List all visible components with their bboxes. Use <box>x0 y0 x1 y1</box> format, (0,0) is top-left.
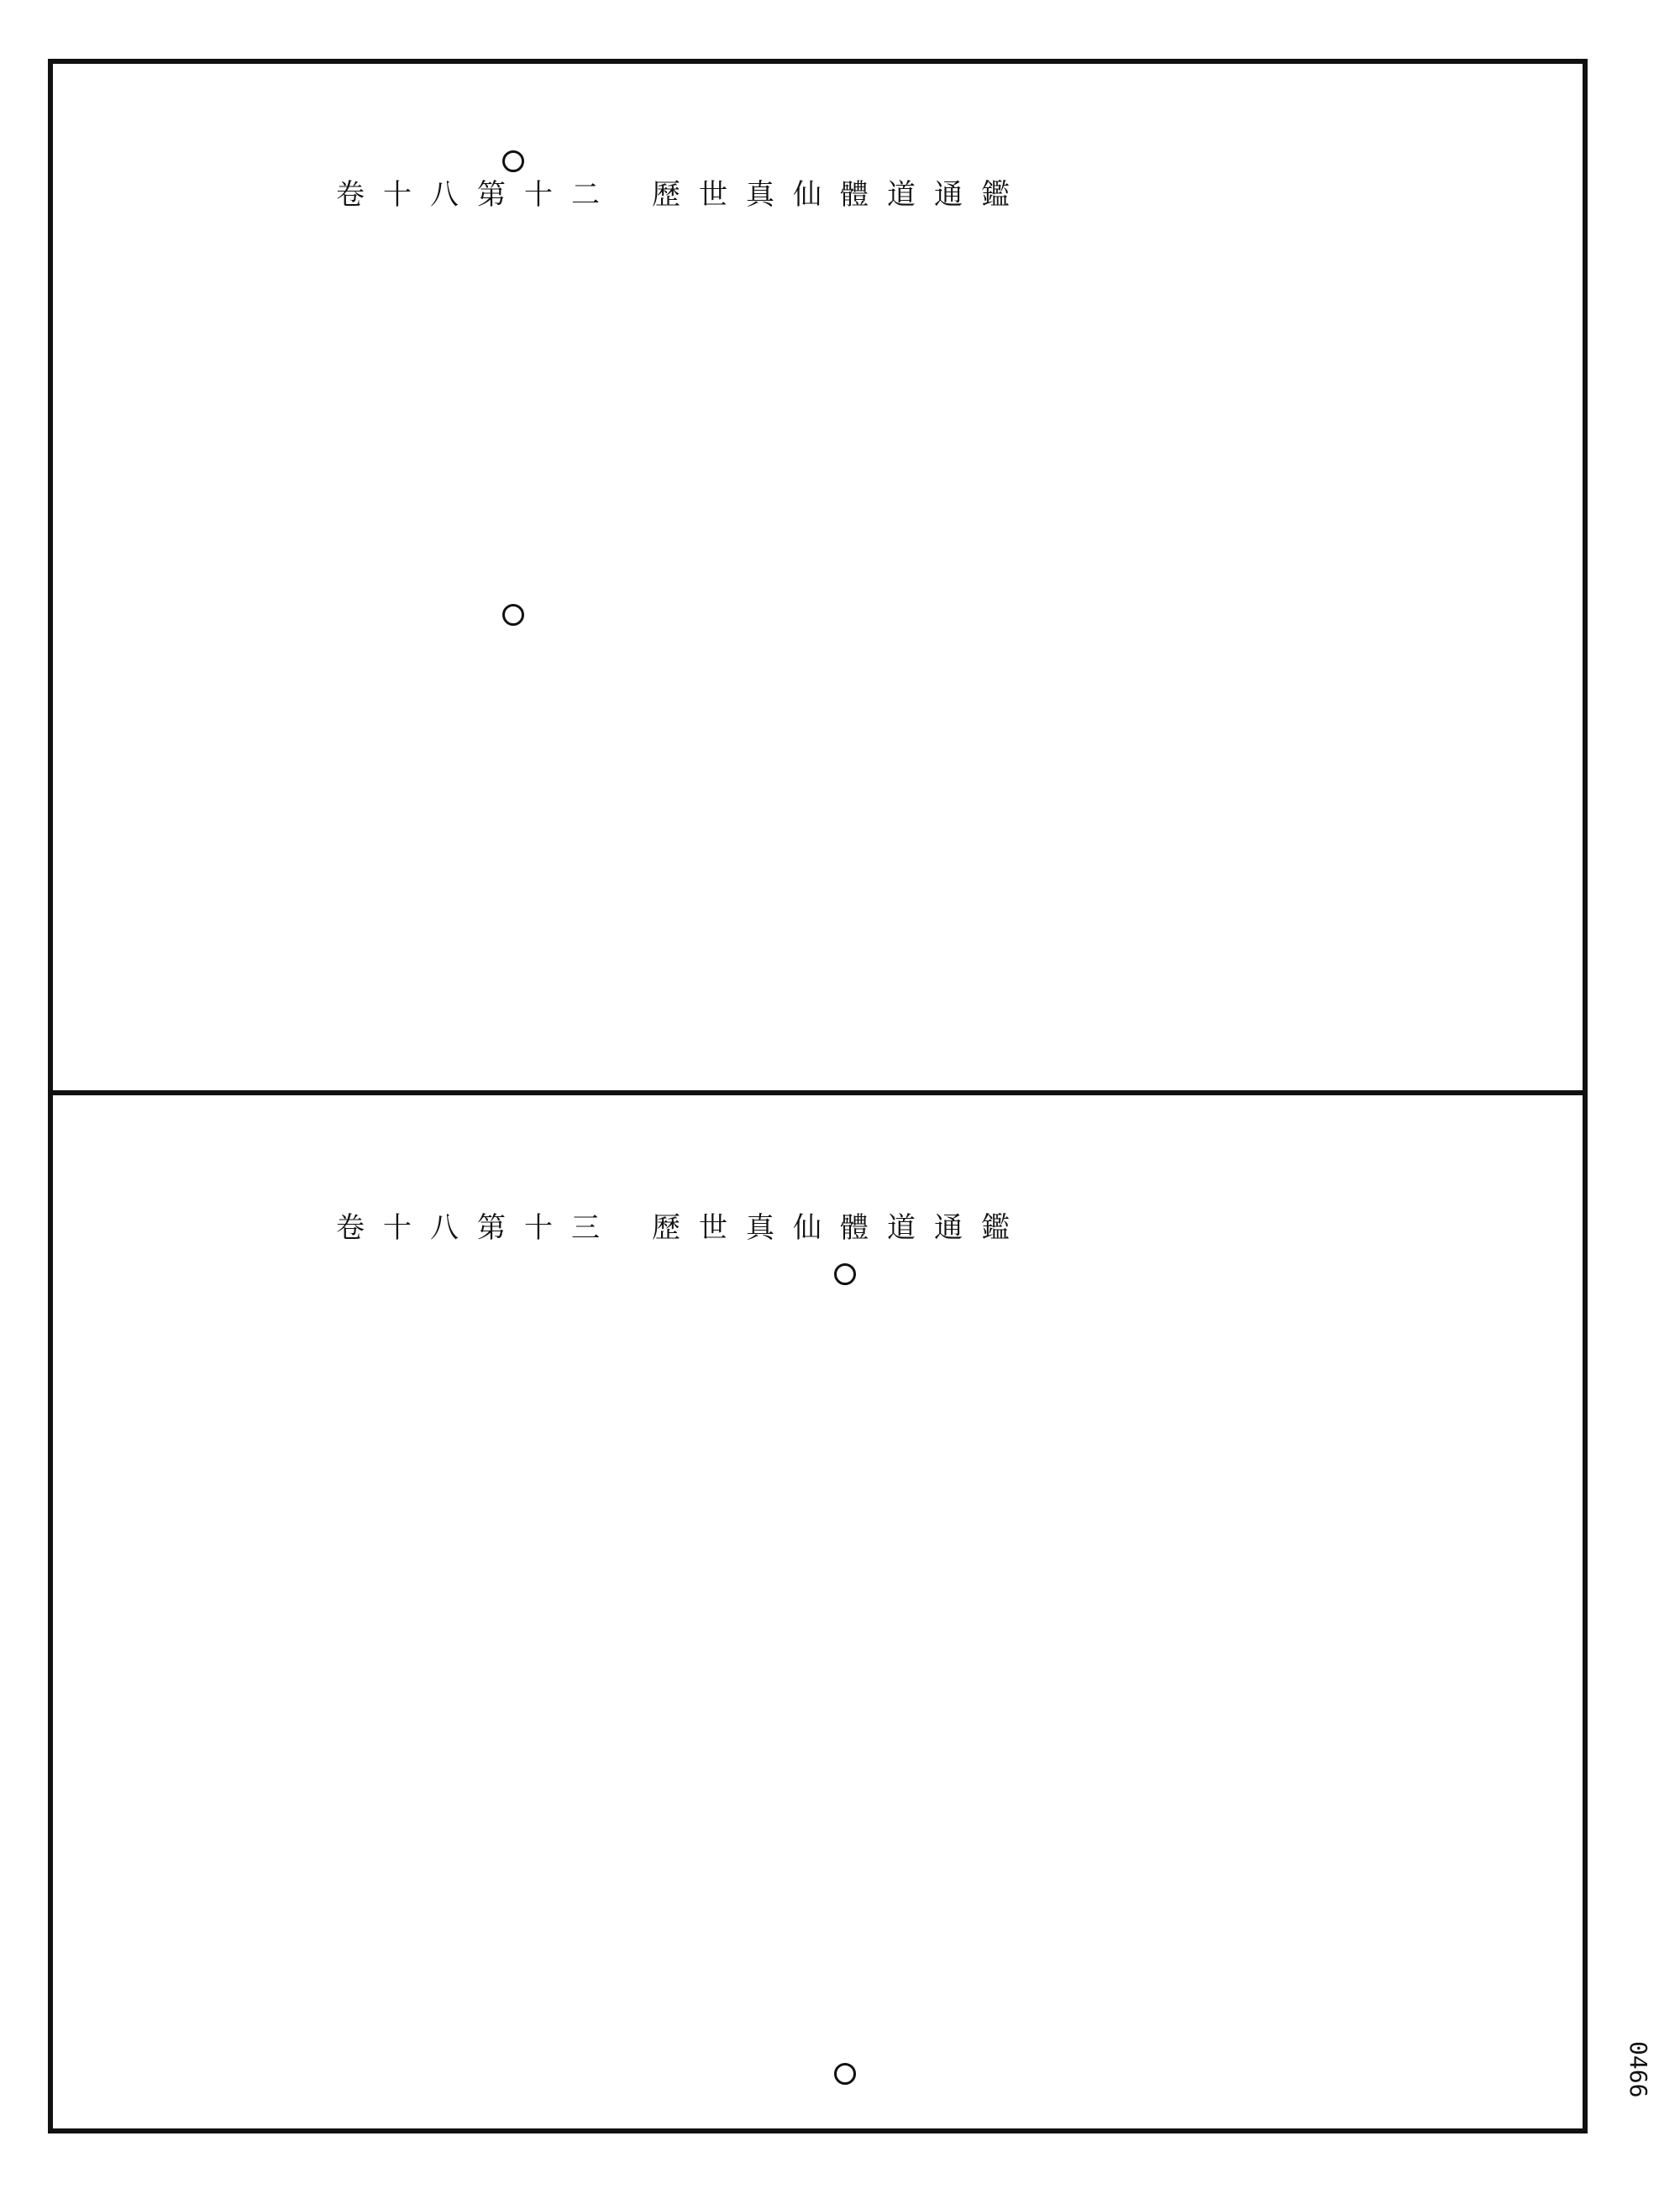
circle-mark-icon <box>834 2063 856 2085</box>
bottom-page <box>53 1095 1583 2128</box>
text-columns <box>75 1275 1570 2098</box>
running-head <box>336 1204 1028 1246</box>
running-head <box>336 171 1028 213</box>
running-head-volume: 卷十八第十二 <box>336 178 618 212</box>
circle-mark-icon <box>502 150 524 172</box>
page-number: 0466 <box>1625 2041 1652 2098</box>
running-head-volume: 卷十八第十三 <box>336 1211 618 1245</box>
circle-mark-icon <box>502 604 524 626</box>
running-head-title: 歷世真仙體道通鑑 <box>652 1211 1028 1245</box>
text-columns <box>75 240 1570 1063</box>
top-page <box>53 64 1583 1090</box>
running-head-title: 歷世真仙體道通鑑 <box>652 178 1028 212</box>
circle-mark-icon <box>834 1263 856 1285</box>
